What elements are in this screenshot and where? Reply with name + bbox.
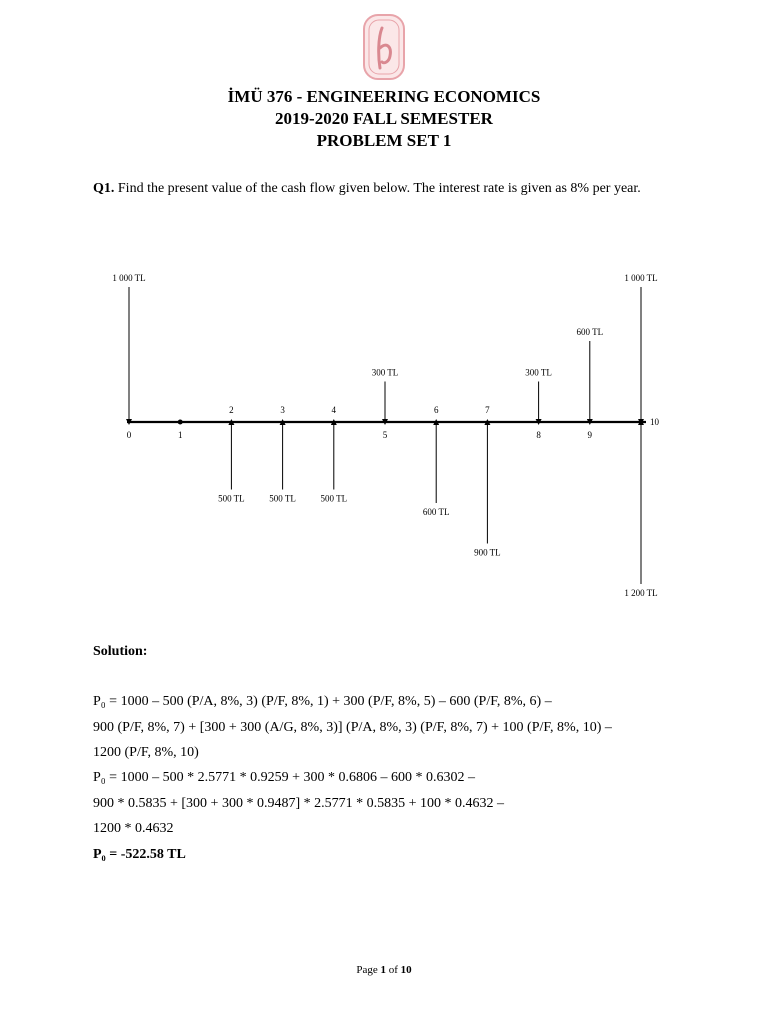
cash-flow-amount: 1 200 TL	[624, 588, 658, 598]
cash-flow-diagram	[0, 270, 768, 598]
cash-flow-amount: 600 TL	[422, 507, 450, 517]
period-label: 10	[650, 417, 659, 427]
document-header	[0, 86, 768, 152]
solution-heading: Solution:	[93, 644, 148, 659]
cash-flow-amount: 600 TL	[576, 327, 604, 337]
page-total: 10	[400, 964, 412, 976]
of-word: of	[388, 964, 398, 976]
period-label: 6	[433, 405, 439, 415]
university-logo	[360, 12, 408, 82]
solution-line: P₀ = 1000 – 500 (P/A, 8%, 3) (P/F, 8%, 1) + 300 (P/F, 8%, 5) – 600 (P/F, 8%, 6) –	[93, 694, 552, 709]
cash-flow-amount: 500 TL	[269, 493, 296, 504]
cash-flow-amount: 300 TL	[525, 367, 552, 378]
problem-set-title: PROBLEM SET 1	[316, 131, 452, 150]
solution-line: 900 (P/F, 8%, 7) + [300 + 300 (A/G, 8%, 3)] (P/A, 8%, 3) (P/F, 8%, 7) + 100 (P/F, 8%, 10) –	[93, 720, 612, 735]
cash-flow-amount: 900 TL	[474, 547, 501, 558]
period-label: 4	[331, 405, 337, 415]
course-title: İMÜ 376 - ENGINEERING ECONOMICS	[227, 87, 541, 106]
solution-result: P₀ = -522.58 TL	[93, 847, 186, 862]
solution-line: 1200 * 0.4632	[93, 821, 174, 836]
question-label: Q1.	[93, 181, 115, 196]
period-label: 3	[280, 405, 285, 415]
cash-flow-amount: 300 TL	[371, 367, 399, 378]
page-number: 1	[380, 964, 386, 976]
cash-flow-amount: 1 000 TL	[112, 273, 146, 283]
period-label: 5	[382, 430, 388, 440]
period-label: 9	[587, 430, 593, 440]
cash-flow-amount: 1 000 TL	[624, 273, 658, 283]
cash-flow-amount: 500 TL	[218, 493, 245, 504]
solution-line: 1200 (P/F, 8%, 10)	[93, 745, 199, 760]
period-label: 1	[177, 430, 183, 440]
cash-flow-amount: 500 TL	[320, 493, 348, 504]
page-word: Page	[356, 964, 378, 976]
semester-title: 2019-2020 FALL SEMESTER	[275, 109, 493, 128]
period-label: 2	[229, 405, 234, 415]
period-dot	[178, 420, 183, 425]
period-label: 7	[485, 405, 490, 415]
page-footer	[0, 964, 768, 976]
period-label: 0	[126, 430, 132, 440]
solution-line: P₀ = 1000 – 500 * 2.5771 * 0.9259 + 300 * 0.6806 – 600 * 0.6302 –	[93, 770, 475, 785]
question-text: Find the present value of the cash flow given below. The interest rate is given as 8% per year.	[117, 181, 641, 196]
question-1	[93, 176, 675, 202]
solution-line: 900 * 0.5835 + [300 + 300 * 0.9487] * 2.5771 * 0.5835 + 100 * 0.4632 –	[93, 796, 505, 811]
period-label: 8	[536, 430, 541, 440]
